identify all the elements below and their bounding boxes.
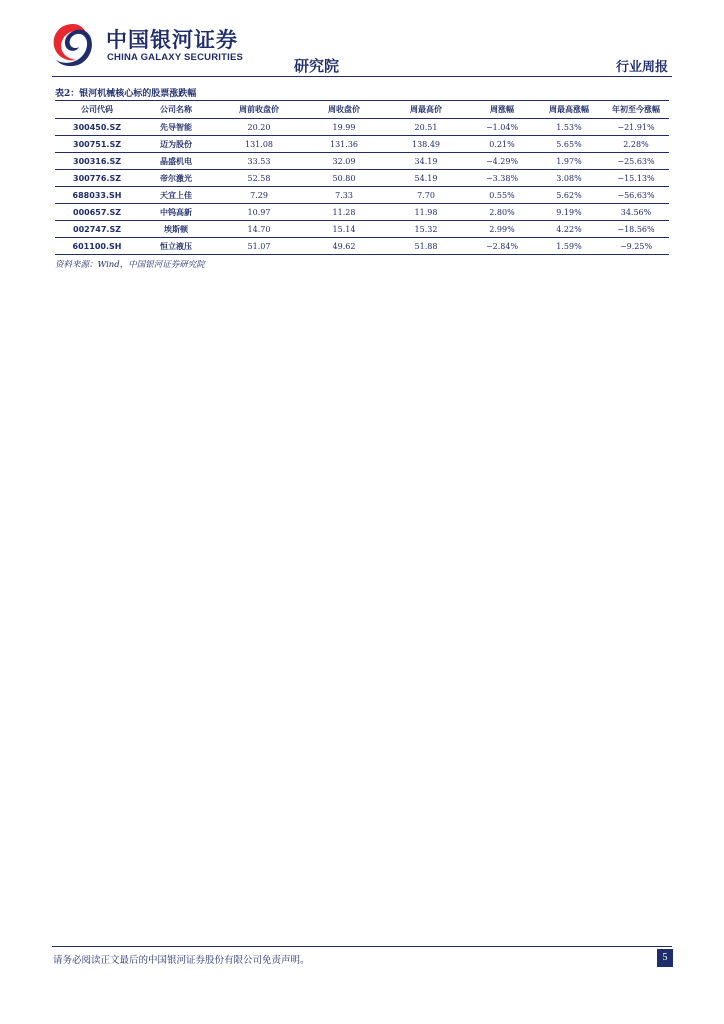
week-high-change: 4.22% bbox=[535, 221, 603, 238]
week-close: 15.14 bbox=[305, 221, 383, 238]
week-high-change: 1.97% bbox=[535, 153, 603, 170]
week-high: 7.70 bbox=[383, 187, 469, 204]
table-row bbox=[55, 170, 669, 187]
table-row bbox=[55, 204, 669, 221]
prev-close: 7.29 bbox=[213, 187, 305, 204]
week-change: −1.04% bbox=[469, 119, 535, 136]
table-row bbox=[55, 187, 669, 204]
ytd-change: −15.13% bbox=[603, 170, 669, 187]
galaxy-logo-icon bbox=[50, 22, 96, 68]
ytd-change: 34.56% bbox=[603, 204, 669, 221]
week-close: 11.28 bbox=[305, 204, 383, 221]
prev-close: 20.20 bbox=[213, 119, 305, 136]
week-high-change: 5.65% bbox=[535, 136, 603, 153]
stock-code: 300450.SZ bbox=[55, 119, 139, 136]
prev-close: 51.07 bbox=[213, 238, 305, 255]
column-header: 公司代码 bbox=[55, 101, 139, 119]
column-header: 周前收盘价 bbox=[213, 101, 305, 119]
week-high-change: 9.19% bbox=[535, 204, 603, 221]
week-high: 51.88 bbox=[383, 238, 469, 255]
stock-code: 300776.SZ bbox=[55, 170, 139, 187]
stock-performance-table bbox=[55, 100, 669, 255]
column-header: 周最高价 bbox=[383, 101, 469, 119]
week-change: 0.21% bbox=[469, 136, 535, 153]
week-change: −2.84% bbox=[469, 238, 535, 255]
prev-close: 52.58 bbox=[213, 170, 305, 187]
week-change: −4.29% bbox=[469, 153, 535, 170]
week-high: 34.19 bbox=[383, 153, 469, 170]
week-change: 2.99% bbox=[469, 221, 535, 238]
week-high-change: 5.62% bbox=[535, 187, 603, 204]
stock-name: 迈为股份 bbox=[139, 136, 213, 153]
week-close: 32.09 bbox=[305, 153, 383, 170]
week-change: −3.38% bbox=[469, 170, 535, 187]
column-header: 周收盘价 bbox=[305, 101, 383, 119]
stock-name: 天宜上佳 bbox=[139, 187, 213, 204]
table-row bbox=[55, 238, 669, 255]
ytd-change: −56.63% bbox=[603, 187, 669, 204]
table-row bbox=[55, 119, 669, 136]
stock-code: 002747.SZ bbox=[55, 221, 139, 238]
footer-divider bbox=[52, 946, 672, 947]
header-divider bbox=[52, 76, 672, 77]
column-header: 年初至今涨幅 bbox=[603, 101, 669, 119]
column-header: 周最高涨幅 bbox=[535, 101, 603, 119]
stock-name: 帝尔激光 bbox=[139, 170, 213, 187]
logo-english-name: CHINA GALAXY SECURITIES bbox=[107, 52, 244, 63]
week-high-change: 1.53% bbox=[535, 119, 603, 136]
table-row bbox=[55, 153, 669, 170]
week-close: 7.33 bbox=[305, 187, 383, 204]
stock-name: 先导智能 bbox=[139, 119, 213, 136]
ytd-change: −9.25% bbox=[603, 238, 669, 255]
week-high: 138.49 bbox=[383, 136, 469, 153]
week-change: 2.80% bbox=[469, 204, 535, 221]
stock-name: 中钨高新 bbox=[139, 204, 213, 221]
stock-code: 000657.SZ bbox=[55, 204, 139, 221]
table-row bbox=[55, 136, 669, 153]
prev-close: 14.70 bbox=[213, 221, 305, 238]
ytd-change: −21.91% bbox=[603, 119, 669, 136]
institute-label: 研究院 bbox=[294, 57, 340, 75]
week-close: 50.80 bbox=[305, 170, 383, 187]
stock-name: 恒立液压 bbox=[139, 238, 213, 255]
prev-close: 10.97 bbox=[213, 204, 305, 221]
stock-code: 688033.SH bbox=[55, 187, 139, 204]
stock-code: 601100.SH bbox=[55, 238, 139, 255]
week-close: 131.36 bbox=[305, 136, 383, 153]
footer-disclaimer: 请务必阅读正文最后的中国银河证券股份有限公司免责声明。 bbox=[53, 955, 310, 966]
week-change: 0.55% bbox=[469, 187, 535, 204]
column-header: 周涨幅 bbox=[469, 101, 535, 119]
logo-chinese-name: 中国银河证券 bbox=[106, 28, 238, 52]
table-header-row bbox=[55, 101, 669, 119]
table-source-note: 资料来源：Wind，中国银河证券研究院 bbox=[55, 260, 205, 270]
prev-close: 33.53 bbox=[213, 153, 305, 170]
week-high-change: 3.08% bbox=[535, 170, 603, 187]
week-close: 19.99 bbox=[305, 119, 383, 136]
ytd-change: 2.28% bbox=[603, 136, 669, 153]
company-logo bbox=[50, 22, 340, 75]
table-title: 表2：银河机械核心标的股票涨跌幅 bbox=[55, 89, 197, 99]
column-header: 公司名称 bbox=[139, 101, 213, 119]
page-number: 5 bbox=[657, 949, 673, 967]
prev-close: 131.08 bbox=[213, 136, 305, 153]
week-high: 11.98 bbox=[383, 204, 469, 221]
stock-code: 300751.SZ bbox=[55, 136, 139, 153]
table-row bbox=[55, 221, 669, 238]
stock-code: 300316.SZ bbox=[55, 153, 139, 170]
week-close: 49.62 bbox=[305, 238, 383, 255]
week-high: 20.51 bbox=[383, 119, 469, 136]
ytd-change: −18.56% bbox=[603, 221, 669, 238]
stock-name: 晶盛机电 bbox=[139, 153, 213, 170]
week-high: 54.19 bbox=[383, 170, 469, 187]
report-type-label: 行业周报 bbox=[615, 60, 668, 75]
week-high: 15.32 bbox=[383, 221, 469, 238]
week-high-change: 1.59% bbox=[535, 238, 603, 255]
stock-name: 埃斯顿 bbox=[139, 221, 213, 238]
ytd-change: −25.63% bbox=[603, 153, 669, 170]
